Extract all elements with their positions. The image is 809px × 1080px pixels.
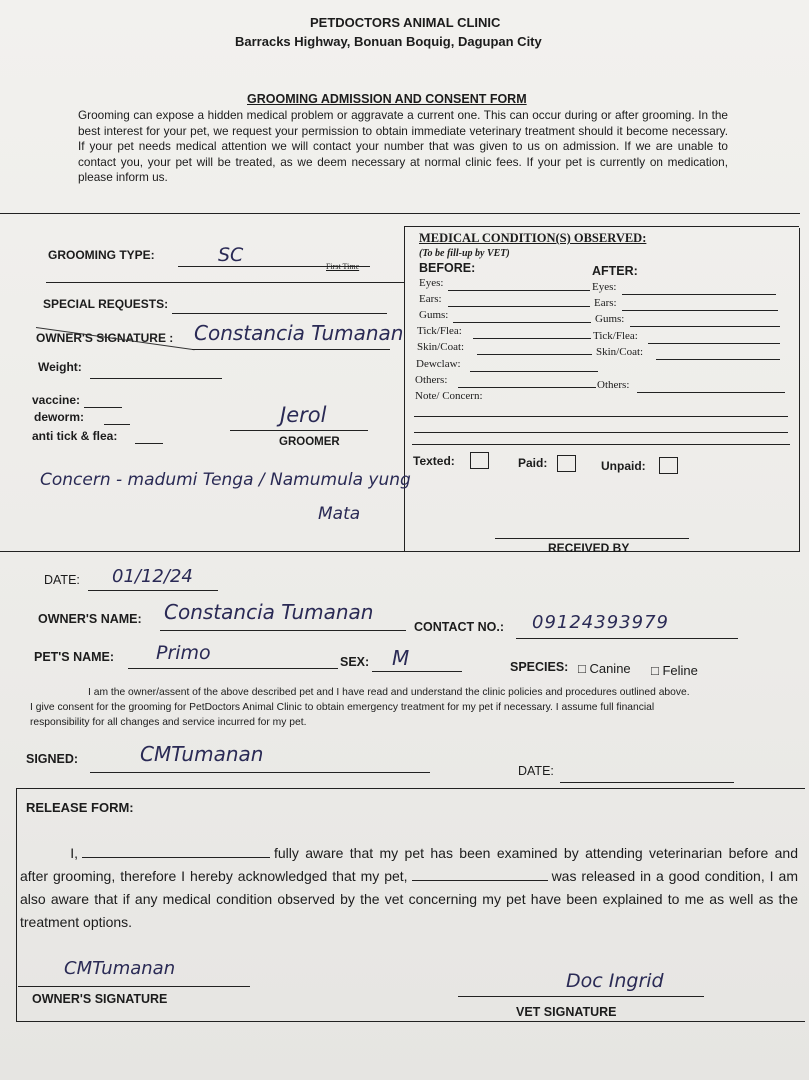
consent-line-3: responsibility for all changes and service incurred for my pet. xyxy=(30,717,307,728)
before-gums-line xyxy=(453,322,591,323)
release-owner-signature-label: OWNER'S SIGNATURE xyxy=(32,992,168,1006)
note-line-2 xyxy=(414,432,788,433)
clinic-address: Barracks Highway, Bonuan Boquig, Dagupan City xyxy=(235,34,542,49)
grooming-type-label: GROOMING TYPE: xyxy=(48,248,155,262)
owner-name-label: OWNER'S NAME: xyxy=(38,612,142,626)
after-others-line xyxy=(637,392,785,393)
after-gums: Gums: xyxy=(595,313,625,325)
signed-label: SIGNED: xyxy=(26,752,79,766)
sex-value: M xyxy=(392,646,410,670)
consent-line-1: I am the owner/assent of the above described pet and I have read and understand the clinic policies and procedures outlined above. xyxy=(88,687,690,698)
texted-checkbox[interactable] xyxy=(470,452,489,469)
release-title: RELEASE FORM: xyxy=(26,800,134,815)
note-line-3 xyxy=(412,444,790,445)
received-by-line xyxy=(495,538,689,539)
intro-paragraph: Grooming can expose a hidden medical problem or aggravate a current one. This can occur during or after grooming. In the best interest for your pet, we request your permission to obtain immediate veterinary treatment should it become necessary. If your pet needs medical attention we will contact your number that was given to us on admission. If we are unable to contact you, your pet will be treated, as we deem necessary at normal clinic fees. If your pet is currently on medication, please inform us. xyxy=(78,108,728,184)
species-label: SPECIES: xyxy=(510,660,569,674)
pet-name-value: Primo xyxy=(156,642,211,664)
before-ears-line xyxy=(448,306,590,307)
paid-checkbox[interactable] xyxy=(557,455,576,472)
pet-name-line xyxy=(128,668,338,669)
paid-label: Paid: xyxy=(518,456,548,470)
release-text-2: was released in a good condition, I am also aware that if any medical condition observed by the vet concerning my pet have been explained to me as well as the treatment options. xyxy=(20,868,798,930)
clinic-name: PETDOCTORS ANIMAL CLINIC xyxy=(310,15,501,30)
signed-value: CMTumanan xyxy=(140,742,264,766)
owner-signature-value: Constancia Tumanan xyxy=(194,321,404,345)
vet-signature-value: Doc Ingrid xyxy=(566,970,664,992)
weight-label: Weight: xyxy=(38,360,82,374)
contact-label: CONTACT NO.: xyxy=(414,620,505,634)
after-tick-flea-line xyxy=(648,343,780,344)
after-gums-line xyxy=(630,326,780,327)
vet-signature-label: VET SIGNATURE xyxy=(516,1005,617,1019)
before-eyes-line xyxy=(448,290,590,291)
table-right-border xyxy=(799,228,800,551)
consent-date-label: DATE: xyxy=(518,764,554,778)
after-skin-coat-line xyxy=(656,359,780,360)
after-ears: Ears: xyxy=(594,297,617,309)
medical-title: MEDICAL CONDITION(S) OBSERVED: xyxy=(419,231,647,245)
medical-subtitle: (To be fill-up by VET) xyxy=(419,248,510,259)
anti-tick-line xyxy=(135,443,163,444)
form-title: GROOMING ADMISSION AND CONSENT FORM xyxy=(247,92,527,106)
concern-note-line-2: Mata xyxy=(318,504,361,524)
deworm-line xyxy=(104,424,130,425)
owner-name-value: Constancia Tumanan xyxy=(164,600,374,624)
after-label: AFTER: xyxy=(592,264,638,278)
unpaid-label: Unpaid: xyxy=(601,459,646,473)
before-others-line xyxy=(458,387,596,388)
before-eyes: Eyes: xyxy=(419,277,444,289)
groomer-value: Jerol xyxy=(280,403,327,427)
groomer-label: GROOMER xyxy=(279,436,340,448)
sex-line xyxy=(372,671,462,672)
first-time-label: First Time xyxy=(326,262,360,271)
release-i: I, xyxy=(70,845,78,861)
anti-tick-label: anti tick & flea: xyxy=(32,429,118,443)
table-divider xyxy=(404,226,405,551)
before-dewclaw: Dewclaw: xyxy=(416,358,461,370)
table-top-border xyxy=(0,213,800,214)
groomer-line xyxy=(230,430,368,431)
before-ears: Ears: xyxy=(419,293,442,305)
vet-signature-line xyxy=(458,996,704,997)
table-bottom-border xyxy=(0,551,800,552)
grooming-type-line-2 xyxy=(46,282,404,283)
contact-value: 09124393979 xyxy=(532,612,669,633)
grooming-type-value: SC xyxy=(218,244,244,266)
before-label: BEFORE: xyxy=(419,261,476,275)
weight-line xyxy=(90,378,222,379)
after-tick-flea: Tick/Flea: xyxy=(593,330,638,342)
release-name-blank xyxy=(82,843,270,858)
owner-signature-label: OWNER'S SIGNATURE : xyxy=(36,331,174,345)
after-eyes-line xyxy=(622,294,776,295)
unpaid-checkbox[interactable] xyxy=(659,457,678,474)
canine-option[interactable]: □ Canine xyxy=(578,661,631,676)
note-line-1 xyxy=(414,416,788,417)
after-skin-coat: Skin/Coat: xyxy=(596,346,644,358)
vaccine-label: vaccine: xyxy=(32,393,81,407)
owner-name-line xyxy=(160,630,406,631)
date-value: 01/12/24 xyxy=(112,566,193,587)
release-text-1: fully aware that my pet has been examined by attending veterinarian before and after grooming, therefore I hereby acknowledged that my pet, xyxy=(20,845,798,884)
note-concern-label: Note/ Concern: xyxy=(415,390,483,402)
release-owner-signature-value: CMTumanan xyxy=(64,958,176,979)
before-skin-coat-line xyxy=(477,354,592,355)
medical-top-border xyxy=(404,226,799,227)
date-line xyxy=(88,590,218,591)
texted-label: Texted: xyxy=(413,454,455,468)
owner-signature-line xyxy=(192,349,390,350)
before-dewclaw-line xyxy=(470,371,598,372)
signed-line xyxy=(90,772,430,773)
feline-option[interactable]: □ Feline xyxy=(651,663,698,678)
consent-text xyxy=(30,685,740,730)
before-tick-flea: Tick/Flea: xyxy=(417,325,462,337)
release-pet-blank xyxy=(412,866,548,881)
before-tick-flea-line xyxy=(473,338,591,339)
after-ears-line xyxy=(622,310,778,311)
before-gums: Gums: xyxy=(419,309,449,321)
vaccine-line xyxy=(84,407,122,408)
pet-name-label: PET'S NAME: xyxy=(34,650,115,664)
sex-label: SEX: xyxy=(340,655,370,669)
date-label: DATE: xyxy=(44,573,80,587)
concern-note-line-1: Concern - madumi Tenga / Namumula yung xyxy=(40,470,411,490)
deworm-label: deworm: xyxy=(34,410,85,424)
contact-line xyxy=(516,638,738,639)
after-others: Others: xyxy=(597,379,630,391)
before-skin-coat: Skin/Coat: xyxy=(417,341,465,353)
after-eyes: Eyes: xyxy=(592,281,617,293)
special-requests-label: SPECIAL REQUESTS: xyxy=(43,297,169,311)
consent-date-line xyxy=(560,782,734,783)
special-requests-line xyxy=(172,313,387,314)
before-others: Others: xyxy=(415,374,448,386)
release-paragraph xyxy=(20,842,798,934)
received-by-label: RECEIVED BY xyxy=(548,541,630,555)
consent-line-2: I give consent for the grooming for PetDoctors Animal Clinic to obtain emergency treatment for my pet if necessary. I assume full financial xyxy=(30,702,655,713)
release-owner-signature-line xyxy=(18,986,250,987)
